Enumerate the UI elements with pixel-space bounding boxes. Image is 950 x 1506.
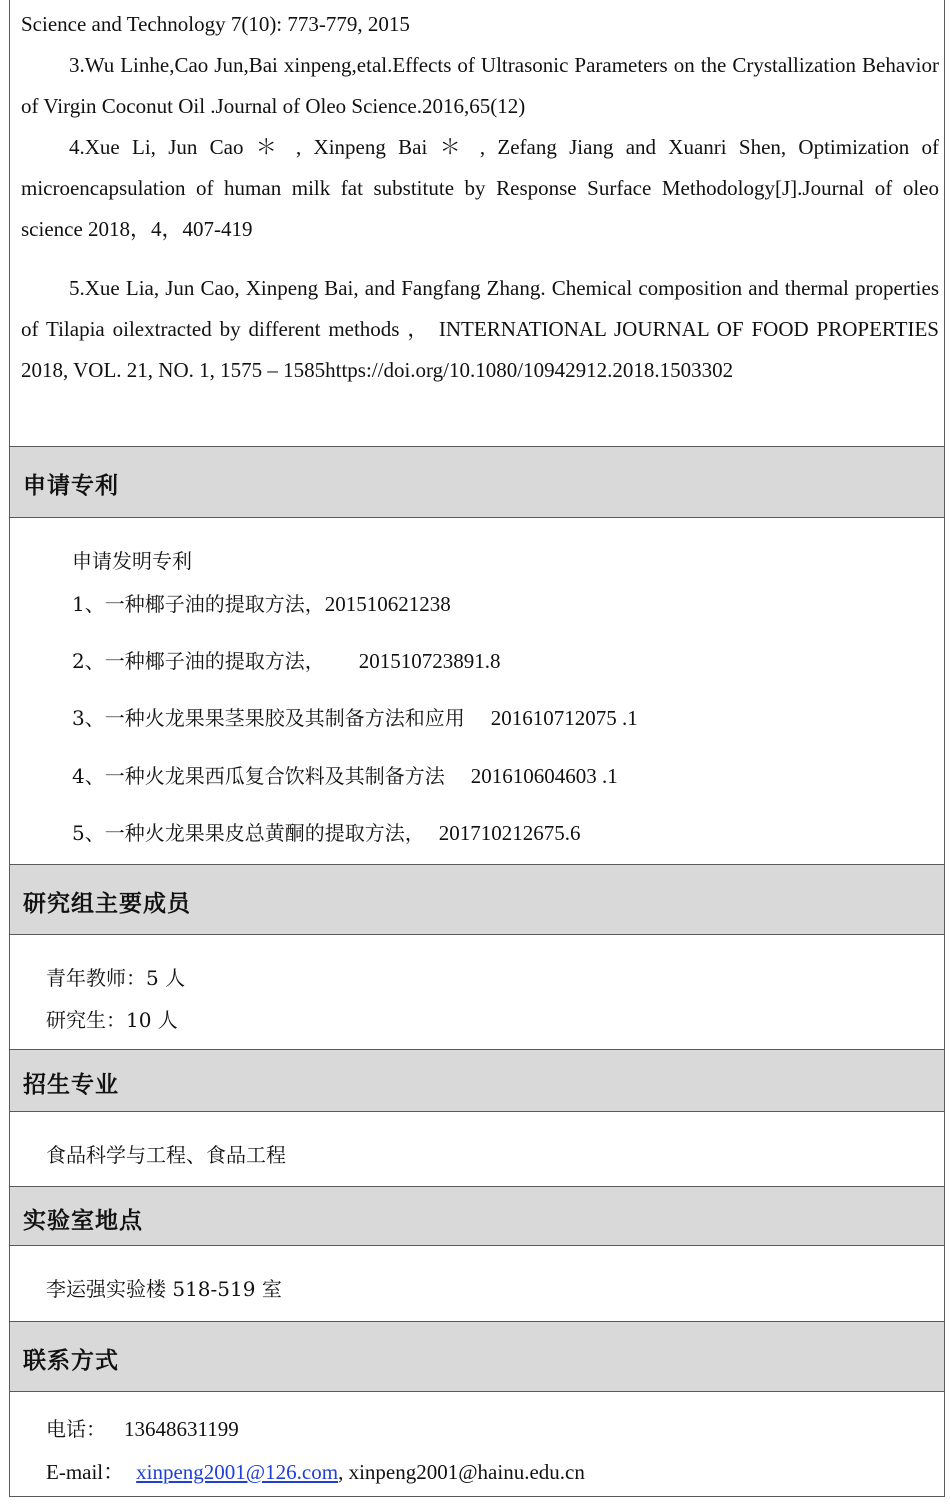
email-separator: ,: [338, 1460, 349, 1484]
publication-list-2: [21, 268, 939, 391]
contact-email: [46, 1456, 585, 1486]
patent-item: 5、一种火龙果果皮总黄酮的提取方法， 201710212675.6: [72, 821, 581, 845]
patent-item: 2、一种椰子油的提取方法， 201510723891.8: [72, 649, 501, 673]
publication-item: 4.Xue Li, Jun Cao ＊ , Xinpeng Bai ＊ , Zefang Jiang and Xuanri Shen, Optimization of microencapsulation of human milk fat substitute by Response Surface Methodology[J].Journal of oleo science 2018，4，407-419: [21, 135, 939, 241]
publication-line: Science and Technology 7(10): 773-779, 2015: [21, 12, 410, 36]
lab-location: 李运强实验楼 518-519 室: [46, 1277, 282, 1301]
majors-text: 食品科学与工程、食品工程: [46, 1143, 286, 1167]
email-link[interactable]: xinpeng2001@126.com: [136, 1460, 339, 1484]
patent-item: 4、一种火龙果西瓜复合饮料及其制备方法 201610604603 .1: [72, 764, 618, 788]
section-title: 申请专利: [23, 473, 119, 499]
section-title: 联系方式: [23, 1348, 119, 1374]
publication-item: 3.Wu Linhe,Cao Jun,Bai xinpeng,etal.Effects of Ultrasonic Parameters on the Crystallization Behavior of Virgin Coconut Oil .Journal of Oleo Science.2016,65(12): [21, 53, 939, 118]
section-header-contact: [10, 1321, 944, 1392]
patent-intro: 申请发明专利: [72, 549, 192, 573]
publication-list: [21, 4, 939, 250]
section-header-lab: [10, 1186, 944, 1246]
patent-item: 1、一种椰子油的提取方法，201510621238: [72, 592, 451, 616]
section-header-members: [10, 864, 944, 935]
phone-number: 13648631199: [124, 1417, 239, 1441]
publication-item: 5.Xue Lia, Jun Cao, Xinpeng Bai, and Fangfang Zhang. Chemical composition and thermal properties of Tilapia oilextracted by different methods ， INTERNATIONAL JOURNAL OF FOOD PROPERTIES 2018, VOL. 21, NO. 1, 1575 – 1585https://doi.org/10.1080/10942912.2018.1503302: [21, 276, 939, 382]
document-page: [9, 0, 945, 1497]
section-title: 招生专业: [23, 1072, 119, 1098]
patent-item: 3、一种火龙果果茎果胶及其制备方法和应用 201610712075 .1: [72, 706, 638, 730]
email-label: E-mail：: [46, 1460, 125, 1484]
section-header-majors: [10, 1049, 944, 1112]
contact-phone: [46, 1413, 239, 1442]
email-secondary: xinpeng2001@hainu.edu.cn: [348, 1460, 585, 1484]
section-header-patents: [10, 446, 944, 518]
member-teachers: 青年教师：5 人: [46, 966, 186, 990]
section-title: 研究组主要成员: [23, 891, 191, 917]
member-students: 研究生：10 人: [46, 1008, 178, 1032]
section-title: 实验室地点: [23, 1208, 143, 1234]
phone-label: 电话：: [46, 1417, 106, 1441]
